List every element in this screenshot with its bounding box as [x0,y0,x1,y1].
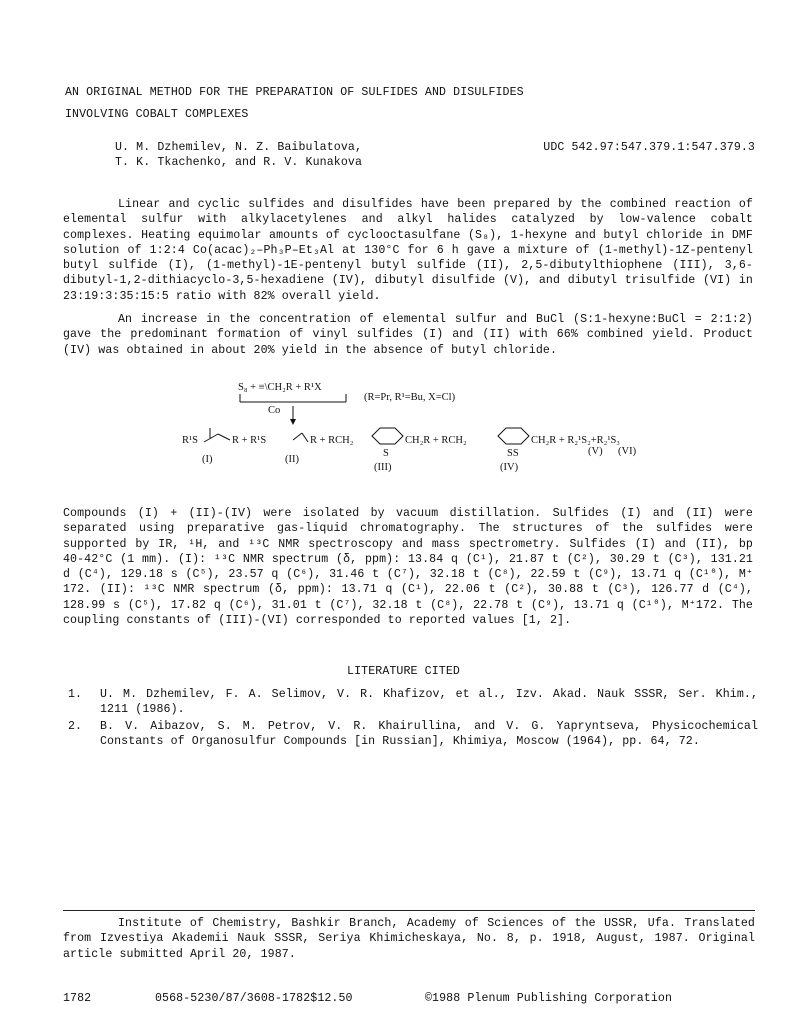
reference-number: 2. [68,720,83,733]
affiliation-footnote: Institute of Chemistry, Bashkir Branch, Academy of Sciences of the USSR, Ufa. Translated from Izvestiya Akademii Nauk SSSR, Seriya Khimicheskaya, No. 8, p. 1918, August, 1987. Original article submitted April 20, 1987. [63,917,755,961]
product-ii-tail: R + RCH₂ [310,435,354,446]
product-i-formula: R¹S [182,435,198,446]
scheme-reactants: S₈ + ≡\CH₂R + R¹X [238,382,322,393]
footnote-rule [63,910,755,911]
concentration-paragraph: An increase in the concentration of elemental sulfur and BuCl (S:1-hexyne:BuCl = 2:1:2) gave the predominant formation of vinyl sulfides (I) and (II) with 66% combined yield. Product (IV) was obtained in about 20% yield in the absence of butyl chloride. [63,313,753,357]
isolation-paragraph: Compounds (I) + (II)-(IV) were isolated by vacuum distillation. Sulfides (I) and (II) were separated using preparative gas-liquid chromatography. The structures of the sulfides were supported by IR, ¹H, and ¹³C NMR spectroscopy and mass spectrometry. Sulfides (I) and (II), bp 40-42°C (1 mm). (I): ¹³C NMR spectrum (δ, ppm): 13.84 q (C¹), 21.87 t (C²), 30.29 t (C³), 131.21 d (C⁴), 129.18 s (C⁵), 23.57 q (C⁶), 31.46 t (C⁷), 32.18 t (C⁸), 22.59 t (C⁹), 13.71 q (C¹⁰), M⁺ 172. (II): ¹³C NMR spectrum (δ, ppm): 13.71 q (C¹), 22.06 t (C²), 30.88 t (C³), 126.77 d (C⁴), 128.99 s (C⁵), 17.82 q (C⁶), 31.01 t (C⁷), 32.18 t (C⁸), 22.78 t (C⁹), 13.71 q (C¹⁰), M⁺172. The coupling constants of (III)-(VI) corresponded to reported values [1, 2]. [63,507,753,628]
reference-text: B. V. Aibazov, S. M. Petrov, V. R. Khairullina, and V. G. Yapryntseva, Physicochemical Constants of Organosulfur Compounds [in Russian], Khimiya, Moscow (1964), pp. 64, 72. [100,720,758,749]
reference-item [68,719,758,750]
reference-number: 1. [68,688,83,701]
abstract-paragraph: Linear and cyclic sulfides and disulfides have been prepared by the combined reaction of elemental sulfur with alkylacetylenes and alkyl halides catalyzed by low-valence cobalt complexes. Heating equimolar amounts of cyclooctasulfane (S₈), 1-hexyne and butyl chloride in DMF solution of 1:2:4 Co(acac)₂–Ph₃P–Et₃Al at 130°C for 6 h gave a mixture of (1-methyl)-1Z-pentenyl butyl sulfide (I), (1-methyl)-1E-pentenyl butyl sulfide (II), 2,5-dibutylthiophene (III), 3,6-dibutyl-1,2-dithiacyclo-3,5-hexadiene (IV), dibutyl disulfide (V), and dibutyl trisulfide (VI) in 23:19:3:35:15:5 ratio with 82% overall yield. [63,198,753,303]
copyright-notice: ©1988 Plenum Publishing Corporation [425,992,673,1005]
label-iii: (III) [374,462,392,473]
article-title [65,85,765,129]
dithiin-tail: CH₂R + R₂¹S₂+R₂¹S₃ [531,435,620,446]
reference-item [68,687,758,718]
product-i-tail: R + R¹S [232,435,267,446]
thiophene-tail: CH₂R + RCH₂ [405,435,467,446]
thiophene-sulfur: S [383,448,389,459]
udc-code: UDC 542.97:547.379.1:547.379.3 [543,141,755,154]
label-iv: (IV) [500,462,519,473]
scheme-catalyst: Co [268,405,281,416]
article-code: 0568-5230/87/3608-1782$12.50 [155,992,353,1005]
page-number: 1782 [63,992,92,1005]
label-ii: (II) [285,454,299,465]
scheme-conditions: (R=Pr, R¹=Bu, X=Cl) [364,392,456,403]
authors-line-1: U. M. Dzhemilev, N. Z. Baibulatova, [115,141,363,154]
title-line-1: AN ORIGINAL METHOD FOR THE PREPARATION OF SULFIDES AND DISULFIDES [65,86,524,99]
reference-text: U. M. Dzhemilev, F. A. Selimov, V. R. Khafizov, et al., Izv. Akad. Nauk SSSR, Ser. Khim., 1211 (1986). [100,688,758,717]
reaction-scheme [180,380,670,492]
authors-line-2: T. K. Tkachenko, and R. V. Kunakova [115,156,363,170]
title-line-2: INVOLVING COBALT COMPLEXES [65,108,249,121]
label-i: (I) [202,454,213,465]
label-v: (V) [588,446,603,457]
literature-heading: LITERATURE CITED [347,665,460,678]
label-vi: (VI) [618,446,637,457]
dithiin-sulfur: SS [507,448,519,459]
